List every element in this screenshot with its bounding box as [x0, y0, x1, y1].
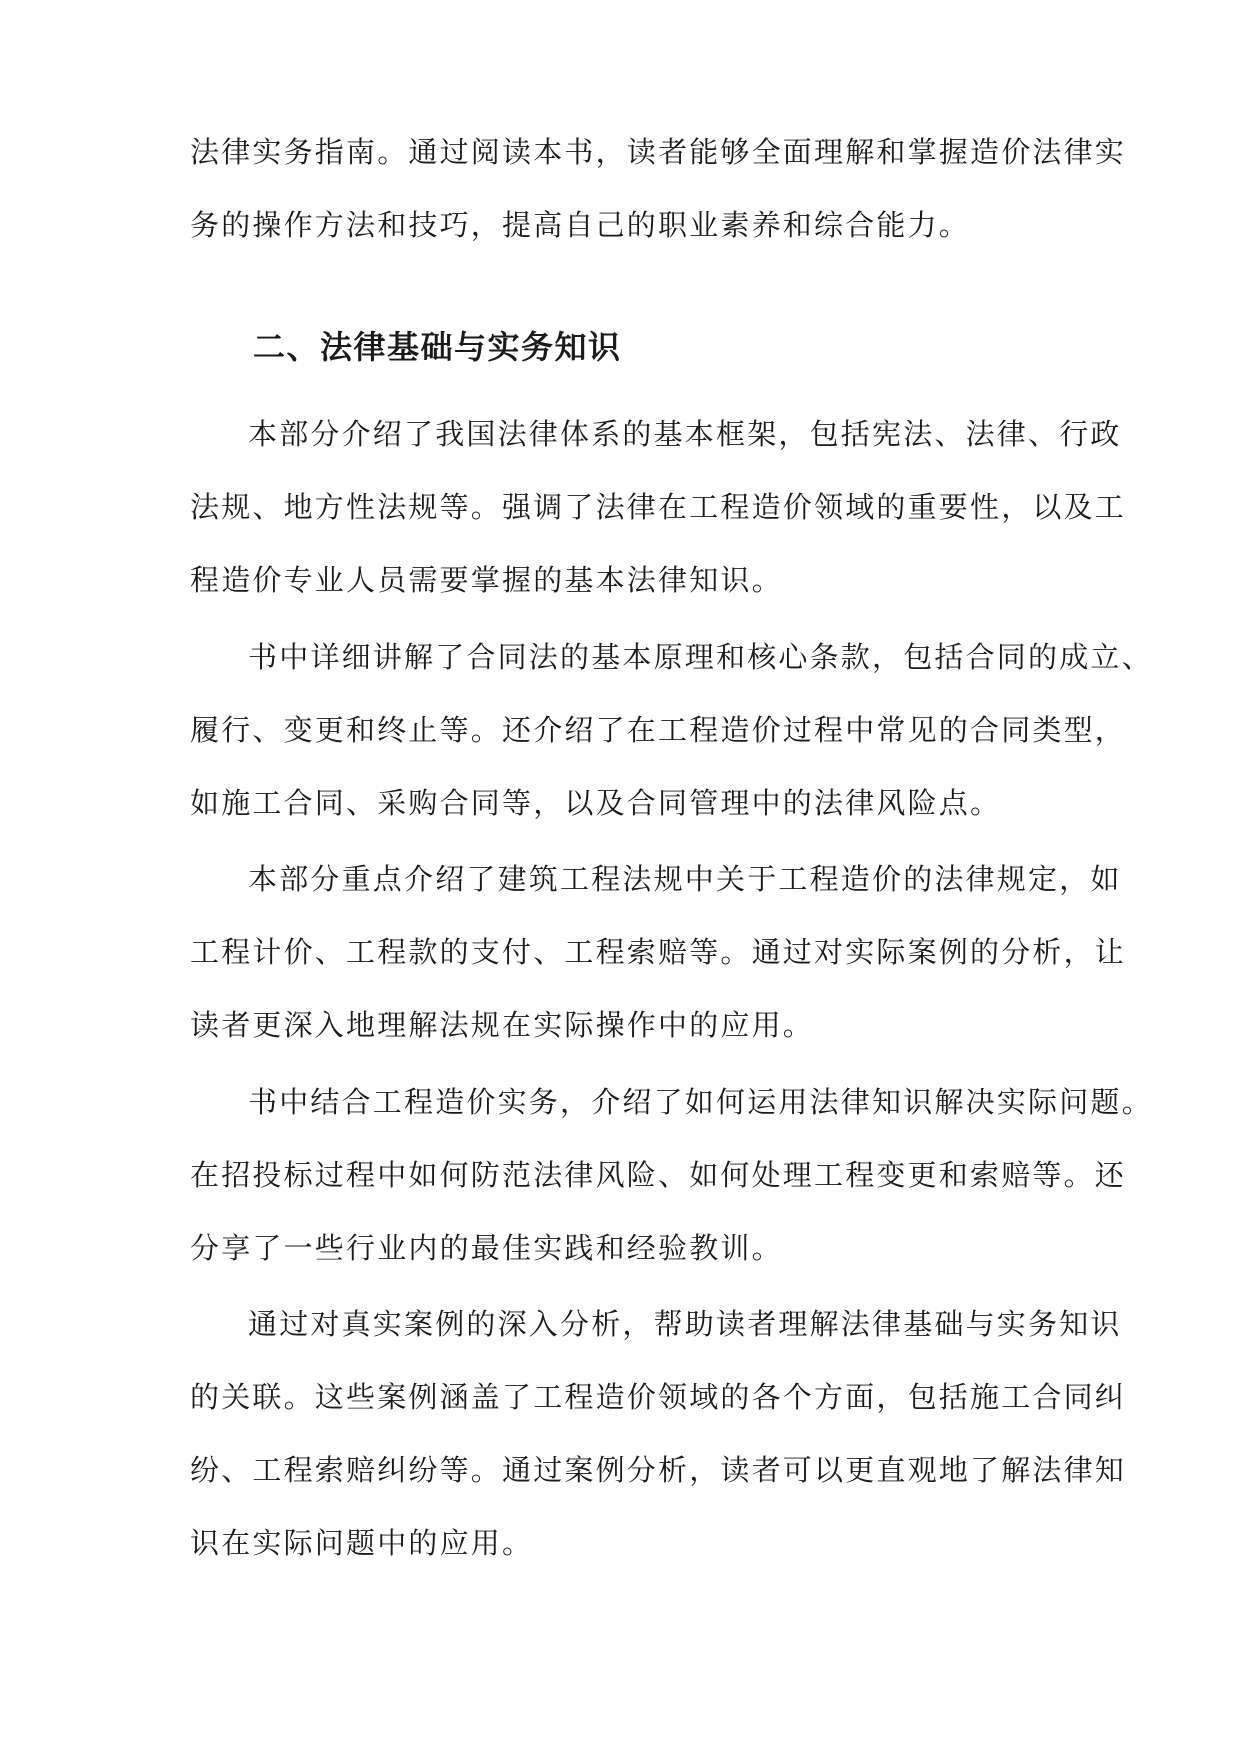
section-heading: 二、法律基础与实务知识	[253, 328, 622, 366]
paragraph-practice	[190, 1066, 1153, 1285]
text-line: 如施工合同、采购合同等，以及合同管理中的法律风险点。	[190, 786, 1002, 820]
text-line: 务的操作方法和技巧，提高自己的职业素养和综合能力。	[190, 208, 971, 242]
paragraph-case-analysis	[190, 1288, 1127, 1580]
text-line: 读者更深入地理解法规在实际操作中的应用。	[190, 1008, 815, 1042]
paragraph-construction-regulations	[190, 843, 1127, 1062]
text-line: 工程计价、工程款的支付、工程索赔等。通过对实际案例的分析，让	[190, 935, 1127, 969]
text-line: 分享了一些行业内的最佳实践和经验教训。	[190, 1231, 783, 1265]
text-line: 的关联。这些案例涵盖了工程造价领域的各个方面，包括施工合同纠	[190, 1380, 1127, 1414]
text-line: 法律实务指南。通过阅读本书，读者能够全面理解和掌握造价法律实	[190, 135, 1127, 169]
paragraph-legal-framework	[190, 398, 1127, 617]
text-line: 程造价专业人员需要掌握的基本法律知识。	[190, 563, 783, 597]
text-line: 书中详细讲解了合同法的基本原理和核心条款，包括合同的成立、	[248, 640, 1153, 674]
text-line: 履行、变更和终止等。还介绍了在工程造价过程中常见的合同类型，	[190, 713, 1127, 747]
text-line: 本部分介绍了我国法律体系的基本框架，包括宪法、法律、行政	[248, 417, 1122, 451]
intro-paragraph	[190, 116, 1127, 262]
text-line: 本部分重点介绍了建筑工程法规中关于工程造价的法律规定，如	[248, 862, 1122, 896]
text-line: 通过对真实案例的深入分析，帮助读者理解法律基础与实务知识	[248, 1307, 1122, 1341]
text-line: 法规、地方性法规等。强调了法律在工程造价领域的重要性，以及工	[190, 490, 1127, 524]
text-line: 书中结合工程造价实务，介绍了如何运用法律知识解决实际问题。	[248, 1085, 1153, 1119]
paragraph-contract-law	[190, 621, 1153, 840]
text-line: 在招投标过程中如何防范法律风险、如何处理工程变更和索赔等。还	[190, 1158, 1127, 1192]
text-line: 识在实际问题中的应用。	[190, 1526, 534, 1560]
text-line: 纷、工程索赔纠纷等。通过案例分析，读者可以更直观地了解法律知	[190, 1453, 1127, 1487]
